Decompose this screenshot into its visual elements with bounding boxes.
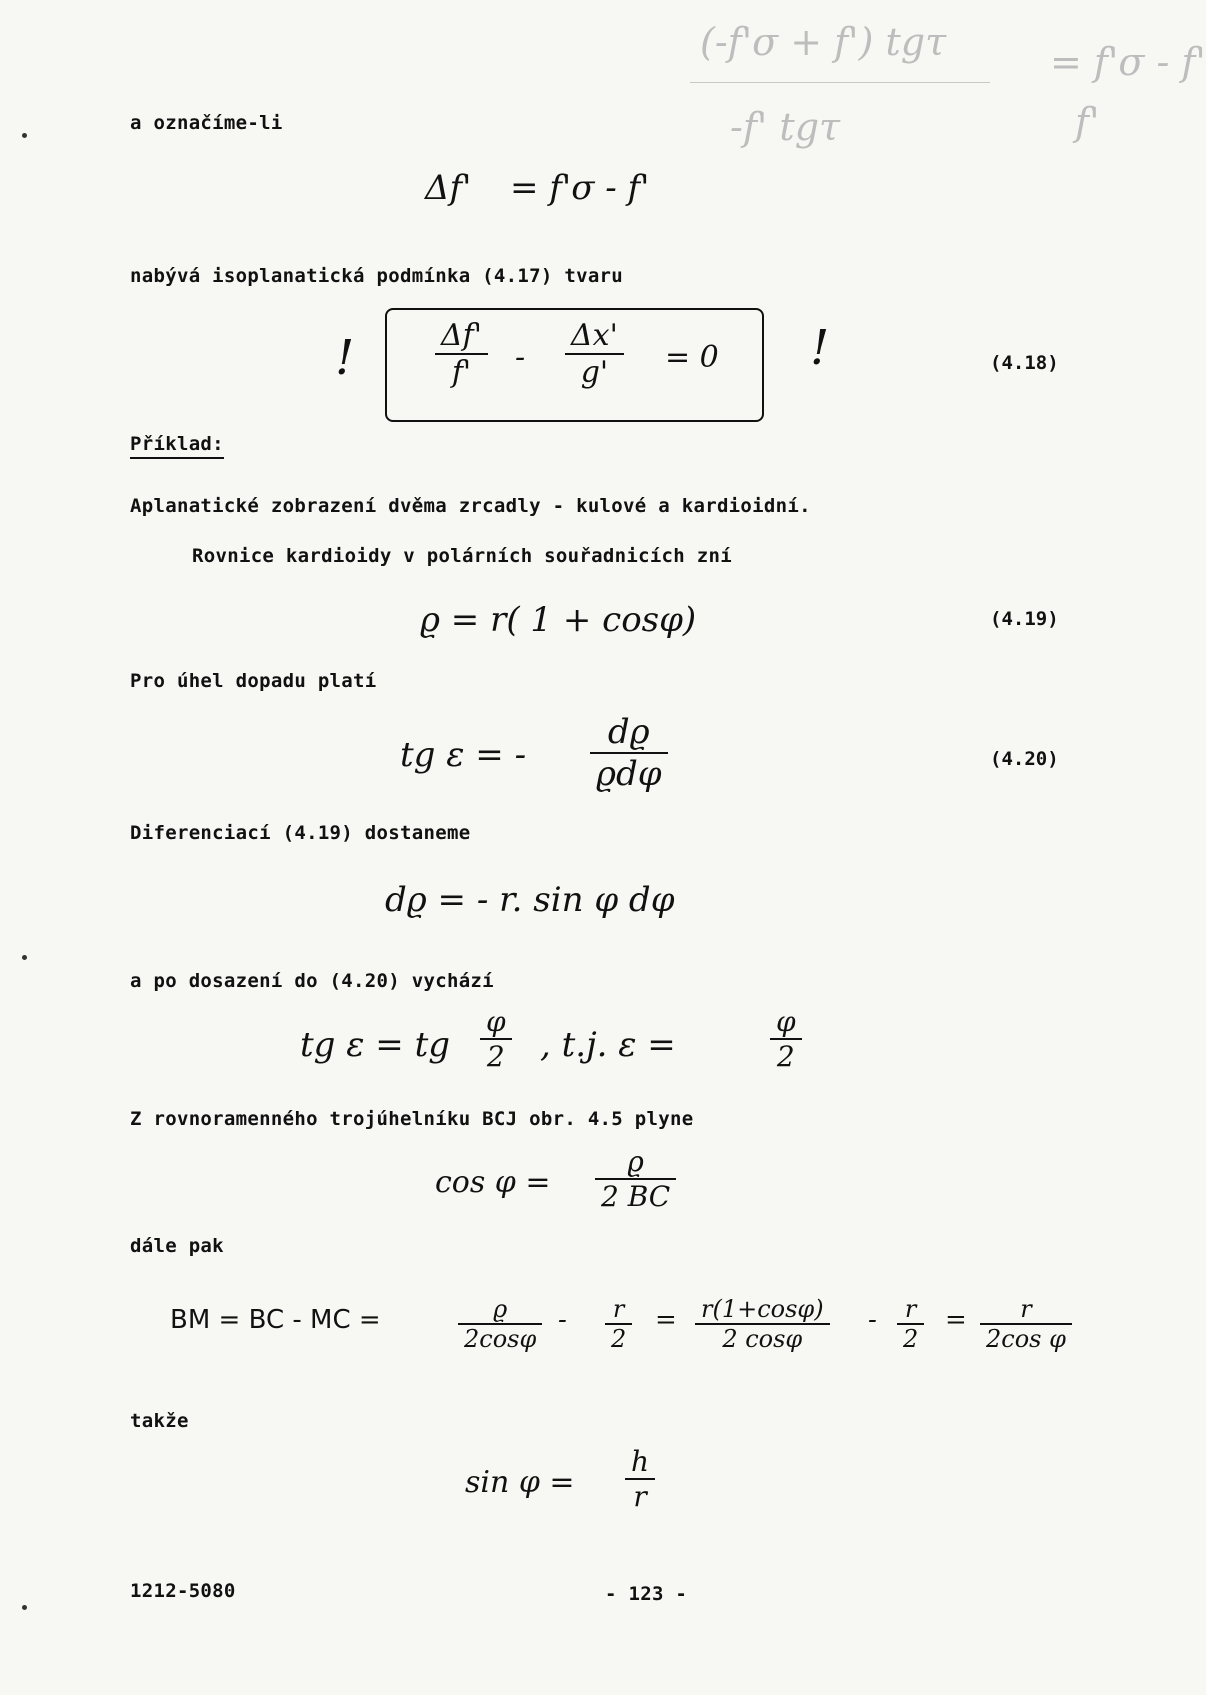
eq-tg-den: ϱdφ <box>596 754 662 794</box>
eq-sin-den: r <box>633 1480 647 1513</box>
pencil-note-2b: f' <box>1075 100 1100 144</box>
eq-tg-frac <box>590 712 668 794</box>
eq-bm-den-1: 2cosφ <box>464 1325 537 1353</box>
footer-code: 1212-5080 <box>130 1580 236 1602</box>
pencil-note-1: (-f'σ + f') tgτ <box>700 20 947 64</box>
eq-dr: dϱ = - r. sin φ dφ <box>385 880 675 920</box>
eqno-420: (4.20) <box>990 748 1059 770</box>
text-aplanaticke: Aplanatické zobrazení dvěma zrcadly - kulové a kardioidní. <box>130 495 811 517</box>
text-priklad: Příklad: <box>130 433 224 459</box>
eq-cardioid: ϱ = r( 1 + cosφ) <box>420 600 697 640</box>
eq-bm-num-5: r <box>980 1295 1072 1325</box>
text-prouhel: Pro úhel dopadu platí <box>130 670 377 692</box>
eq-sin-frac <box>625 1445 655 1513</box>
eq-cos-left: cos φ = <box>435 1165 551 1200</box>
text-dalepak: dále pak <box>130 1235 224 1257</box>
eq-cos-den: 2 BC <box>601 1180 671 1213</box>
margin-dot <box>22 133 27 138</box>
iso-frac-2 <box>565 318 624 390</box>
eq-tje-num: φ <box>770 1005 802 1040</box>
eq-sin-num: h <box>625 1445 655 1480</box>
eq-bm-left: BM = BC - MC = <box>170 1305 381 1335</box>
eq-bm-frac-4 <box>897 1295 924 1353</box>
pencil-note-2: -f' tgτ <box>730 105 841 149</box>
eq-bm-num-3: r(1+cosφ) <box>695 1295 830 1325</box>
eq-tge-frac <box>480 1005 512 1073</box>
eq-bm-den-2: 2 <box>611 1325 627 1353</box>
text-takze: takže <box>130 1410 189 1432</box>
eq-delta-f-right: = f'σ - f' <box>510 168 650 208</box>
eq-bm-frac-2 <box>605 1295 632 1353</box>
iso-num-1: Δf' <box>435 318 488 355</box>
eq-tje-frac <box>770 1005 802 1073</box>
eqno-418: (4.18) <box>990 352 1059 374</box>
iso-den-1: f' <box>451 355 472 390</box>
iso-num-2: Δx' <box>565 318 624 355</box>
eq-tje-den: 2 <box>776 1040 795 1073</box>
eq-bm-num-1: ϱ <box>458 1295 542 1325</box>
text-rovnice: Rovnice kardioidy v polárních souřadnicích zní <box>192 545 732 567</box>
eqno-419: (4.19) <box>990 608 1059 630</box>
eq-bm-minus-1: - <box>558 1305 567 1335</box>
eq-bm-den-4: 2 <box>903 1325 919 1353</box>
eq-cos-frac <box>595 1145 676 1213</box>
eq-tge-den: 2 <box>486 1040 505 1073</box>
text-zrovno: Z rovnoramenného trojúhelníku BCJ obr. 4.5 plyne <box>130 1108 694 1130</box>
iso-frac-1 <box>435 318 488 390</box>
text-diferenciaci: Diferenciací (4.19) dostaneme <box>130 822 471 844</box>
eq-cos-num: ϱ <box>595 1145 676 1180</box>
eq-tg-num: dϱ <box>590 712 668 754</box>
pencil-note-1b: = f'σ - f' <box>1050 40 1206 84</box>
eq-bm-frac-3 <box>695 1295 830 1353</box>
iso-den-2: g' <box>580 355 609 390</box>
eq-tg-left: tg ε = - <box>400 735 527 775</box>
pencil-fraction-line <box>690 82 990 83</box>
eq-bm-num-4: r <box>897 1295 924 1325</box>
mark-left: ! <box>335 330 355 386</box>
eq-sin-left: sin φ = <box>465 1465 575 1500</box>
eq-bm-frac-5 <box>980 1295 1072 1353</box>
iso-eq0: = 0 <box>665 340 719 375</box>
mark-right: ! <box>810 320 830 376</box>
eq-bm-den-3: 2 cosφ <box>722 1325 803 1353</box>
margin-dot <box>22 955 27 960</box>
text-podosazeni: a po dosazení do (4.20) vychází <box>130 970 494 992</box>
iso-minus: - <box>515 340 526 375</box>
eq-bm-eq-1: = <box>655 1305 677 1335</box>
margin-dot <box>22 1605 27 1610</box>
eq-tje: , t.j. ε = <box>540 1025 676 1065</box>
eq-bm-den-5: 2cos φ <box>986 1325 1066 1353</box>
eq-bm-num-2: r <box>605 1295 632 1325</box>
eq-tge-num: φ <box>480 1005 512 1040</box>
text-oznacime: a označíme-li <box>130 112 283 134</box>
eq-bm-minus-2: - <box>868 1305 877 1335</box>
eq-tge-left: tg ε = tg <box>300 1025 451 1065</box>
page-number: - 123 - <box>605 1583 688 1605</box>
text-nabyva: nabývá isoplanatická podmínka (4.17) tvaru <box>130 265 624 287</box>
eq-bm-frac-1 <box>458 1295 542 1353</box>
eq-bm-eq-2: = <box>945 1305 967 1335</box>
eq-delta-f: Δf' <box>425 168 472 208</box>
